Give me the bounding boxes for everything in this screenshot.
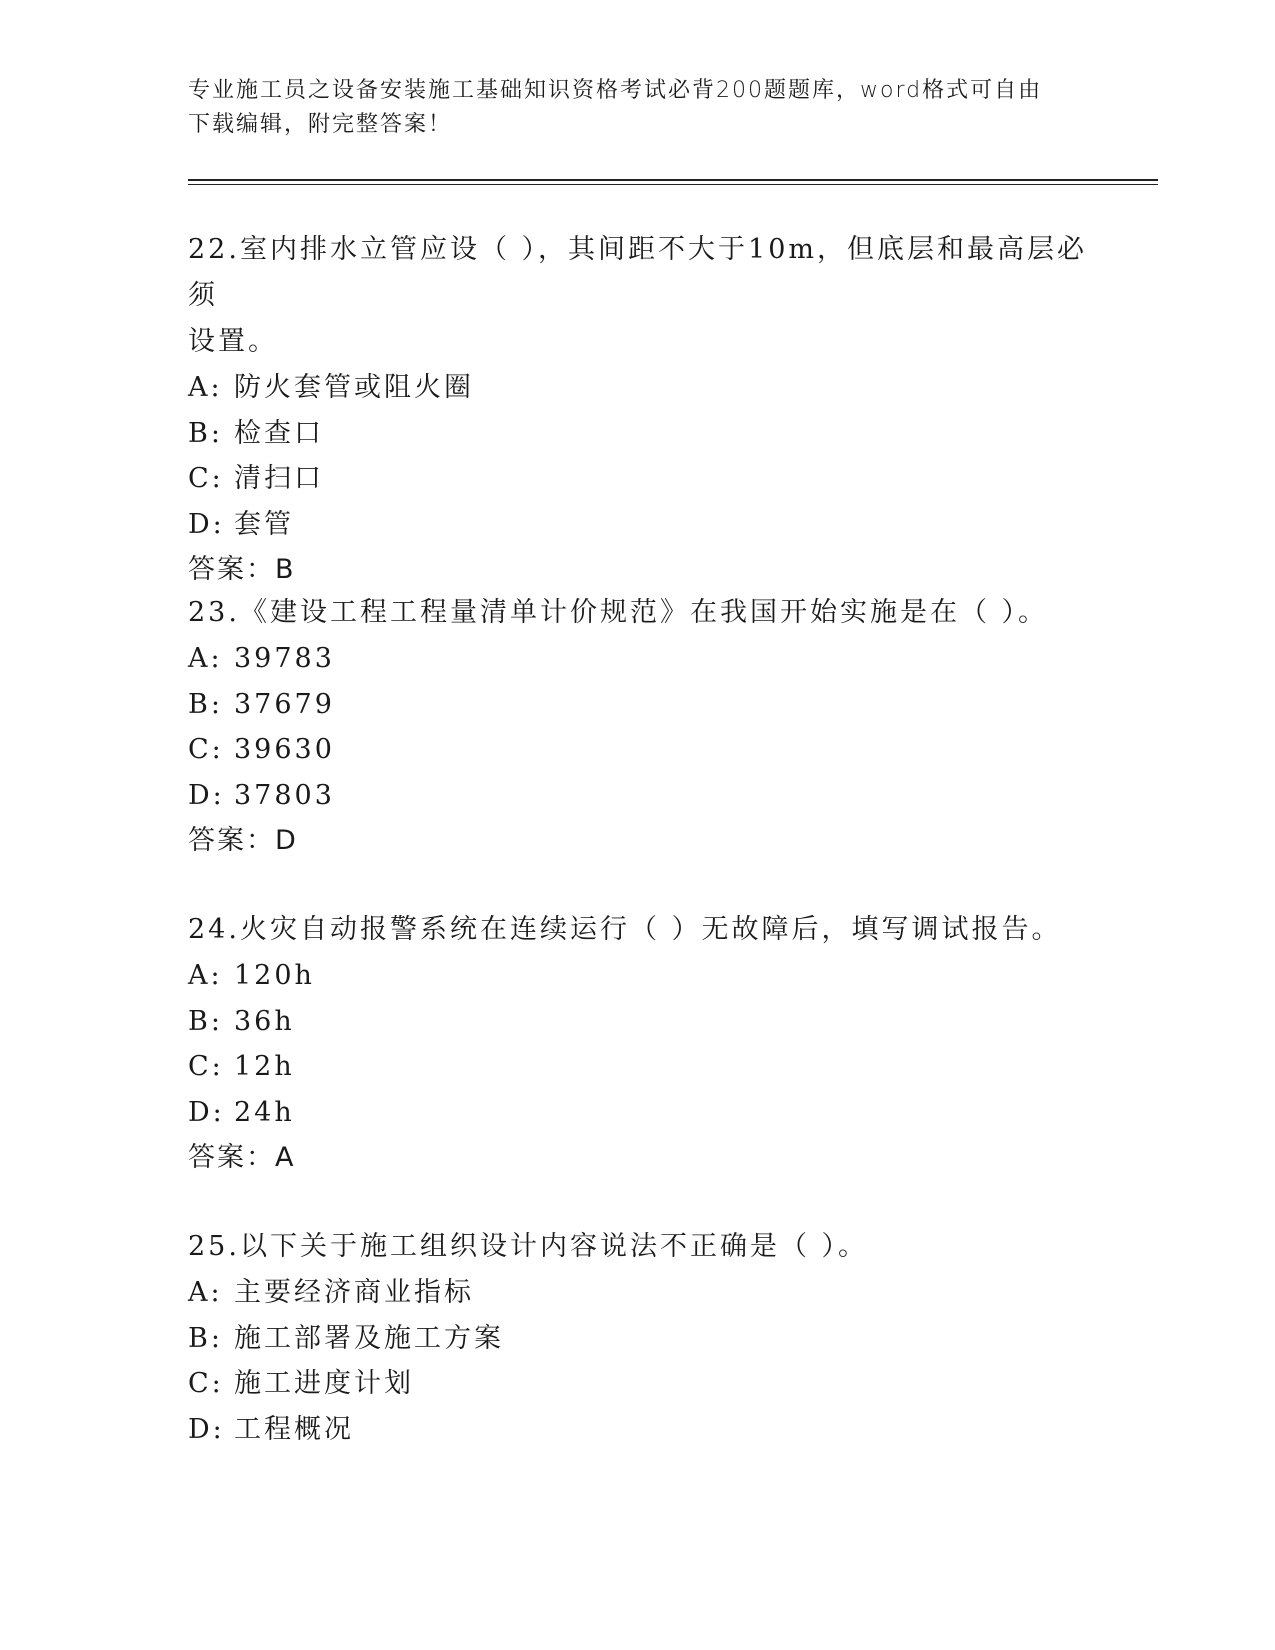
option-c — [188, 1044, 1088, 1090]
option-letter: A: — [188, 1277, 223, 1308]
answer-label: 答案：A — [188, 1142, 296, 1173]
option-letter: B: — [188, 1322, 223, 1354]
question-stem-line-1: 22.室内排水立管应设（ ），其间距不大于10m，但底层和最高层必须 — [188, 234, 1087, 311]
document-header — [188, 74, 1088, 142]
question-stem — [188, 590, 1088, 636]
option-c — [188, 456, 1088, 502]
option-letter: A: — [188, 372, 223, 403]
option-b — [188, 1316, 1088, 1362]
option-text: 36h — [234, 1005, 295, 1037]
option-text: 防火套管或阻火圈 — [234, 372, 474, 403]
option-letter: A: — [188, 643, 223, 674]
option-text: 120h — [234, 960, 315, 991]
option-letter: D: — [188, 508, 225, 540]
option-d — [188, 502, 1088, 548]
question-stem-line-1: 23.《建设工程工程量清单计价规范》在我国开始实施是在（ ）。 — [188, 597, 1049, 628]
header-divider-thick — [188, 179, 1158, 181]
question-23 — [188, 590, 1088, 864]
option-d — [188, 1090, 1088, 1136]
header-line-2: 下载编辑，附完整答案！ — [188, 112, 453, 137]
option-b — [188, 999, 1088, 1045]
option-d — [188, 1407, 1088, 1453]
question-stem-line-1: 24.火灾自动报警系统在连续运行（ ）无故障后，填写调试报告。 — [188, 914, 1062, 945]
header-line-1: 专业施工员之设备安装施工基础知识资格考试必背200题题库，word格式可自由 — [188, 78, 1043, 103]
question-stem-line-2: 设置。 — [188, 326, 278, 357]
answer-label: 答案：B — [188, 554, 296, 585]
option-letter: D: — [188, 1096, 225, 1128]
option-b — [188, 411, 1088, 457]
option-text: 39783 — [234, 643, 335, 674]
option-letter: A: — [188, 960, 223, 991]
option-d — [188, 773, 1088, 819]
header-divider-thin — [188, 184, 1158, 185]
option-text: 施工进度计划 — [234, 1368, 414, 1399]
question-22 — [188, 227, 1088, 593]
option-a — [188, 636, 1088, 682]
option-text: 39630 — [234, 734, 335, 765]
option-text: 37679 — [234, 688, 335, 720]
question-24 — [188, 907, 1088, 1181]
option-letter: C: — [188, 1368, 224, 1399]
option-letter: C: — [188, 734, 224, 765]
option-text: 检查口 — [234, 417, 324, 449]
option-a — [188, 953, 1088, 999]
option-b — [188, 682, 1088, 728]
option-text: 套管 — [234, 508, 294, 540]
option-text: 24h — [234, 1096, 295, 1128]
option-c — [188, 727, 1088, 773]
option-letter: C: — [188, 1051, 224, 1082]
option-letter: C: — [188, 463, 224, 494]
question-25 — [188, 1224, 1088, 1452]
question-stem — [188, 1224, 1088, 1270]
option-letter: B: — [188, 417, 223, 449]
option-text: 工程概况 — [234, 1413, 354, 1445]
option-letter: B: — [188, 1005, 223, 1037]
option-text: 清扫口 — [234, 463, 324, 494]
option-c — [188, 1361, 1088, 1407]
question-stem-line-1: 25.以下关于施工组织设计内容说法不正确是（ ）。 — [188, 1231, 869, 1262]
option-a — [188, 1270, 1088, 1316]
option-text: 37803 — [234, 779, 335, 811]
option-text: 主要经济商业指标 — [234, 1277, 474, 1308]
option-text: 施工部署及施工方案 — [234, 1322, 504, 1354]
answer-label: 答案：D — [188, 825, 298, 856]
option-letter: B: — [188, 688, 223, 720]
question-stem — [188, 227, 1088, 365]
option-letter: D: — [188, 1413, 225, 1445]
option-letter: D: — [188, 779, 225, 811]
option-text: 12h — [234, 1051, 295, 1082]
question-stem — [188, 907, 1088, 953]
option-a — [188, 365, 1088, 411]
